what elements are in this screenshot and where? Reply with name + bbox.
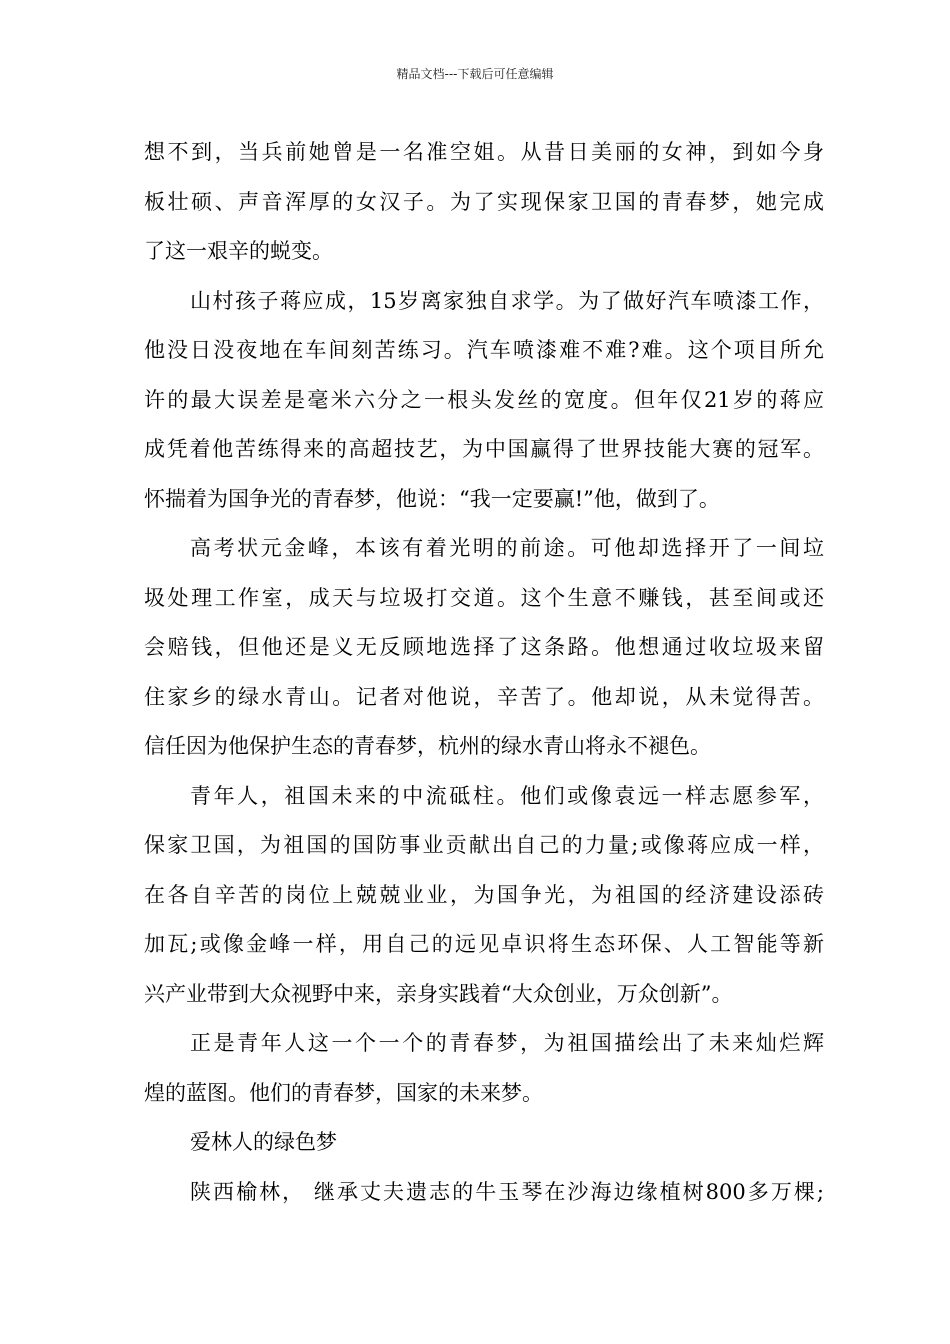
text-line: 正是青年人这一个一个的青春梦，为祖国描绘出了未来灿烂辉	[190, 1031, 824, 1055]
document-body	[144, 128, 824, 1217]
page-header: 精品文档---下载后可任意编辑	[396, 67, 554, 81]
text-line: 许的最大误差是毫米六分之一根头发丝的宽度。但年仅21岁的蒋应	[144, 387, 824, 412]
text-line: 在各自辛苦的岗位上兢兢业业，为国争光，为祖国的经济建设添砖	[144, 882, 824, 907]
text-line: 兴产业带到大众视野中来，亲身实践着“大众创业，万众创新”。	[144, 981, 733, 1006]
text-line: 山村孩子蒋应成，15岁离家独自求学。为了做好汽车喷漆工作，	[190, 288, 824, 313]
text-line: 住家乡的绿水青山。记者对他说，辛苦了。他却说，从未觉得苦。	[144, 684, 824, 709]
text-line: 会赔钱，但他还是义无反顾地选择了这条路。他想通过收垃圾来留	[144, 635, 824, 659]
text-line: 高考状元金峰，本该有着光明的前途。可他却选择开了一间垃	[190, 536, 824, 560]
text-line: 陕西榆林， 继承丈夫遗志的牛玉琴在沙海边缘植树800多万棵;	[190, 1179, 824, 1204]
text-line: 怀揣着为国争光的青春梦，他说：“我一定要赢!”他，做到了。	[144, 486, 720, 511]
text-line: 信任因为他保护生态的青春梦，杭州的绿水青山将永不褪色。	[144, 734, 711, 758]
text-line: 爱林人的绿色梦	[190, 1130, 337, 1154]
text-line: 煌的蓝图。他们的青春梦，国家的未来梦。	[144, 1080, 543, 1105]
text-line: 了这一艰辛的蜕变。	[144, 239, 333, 263]
text-line: 保家卫国，为祖国的国防事业贡献出自己的力量;或像蒋应成一样，	[144, 833, 824, 857]
text-line: 成凭着他苦练得来的高超技艺，为中国赢得了世界技能大赛的冠军。	[144, 437, 824, 461]
text-line: 青年人，祖国未来的中流砥柱。他们或像袁远一样志愿参军，	[190, 783, 824, 808]
text-line: 加瓦;或像金峰一样，用自己的远见卓识将生态环保、人工智能等新	[144, 932, 824, 956]
text-line: 圾处理工作室，成天与垃圾打交道。这个生意不赚钱，甚至间或还	[144, 585, 824, 610]
text-line: 想不到，当兵前她曾是一名准空姐。从昔日美丽的女神，到如今身	[144, 140, 824, 164]
text-line: 板壮硕、声音浑厚的女汉子。为了实现保家卫国的青春梦，她完成	[144, 189, 824, 214]
text-line: 他没日没夜地在车间刻苦练习。汽车喷漆难不难?难。这个项目所允	[144, 338, 824, 362]
